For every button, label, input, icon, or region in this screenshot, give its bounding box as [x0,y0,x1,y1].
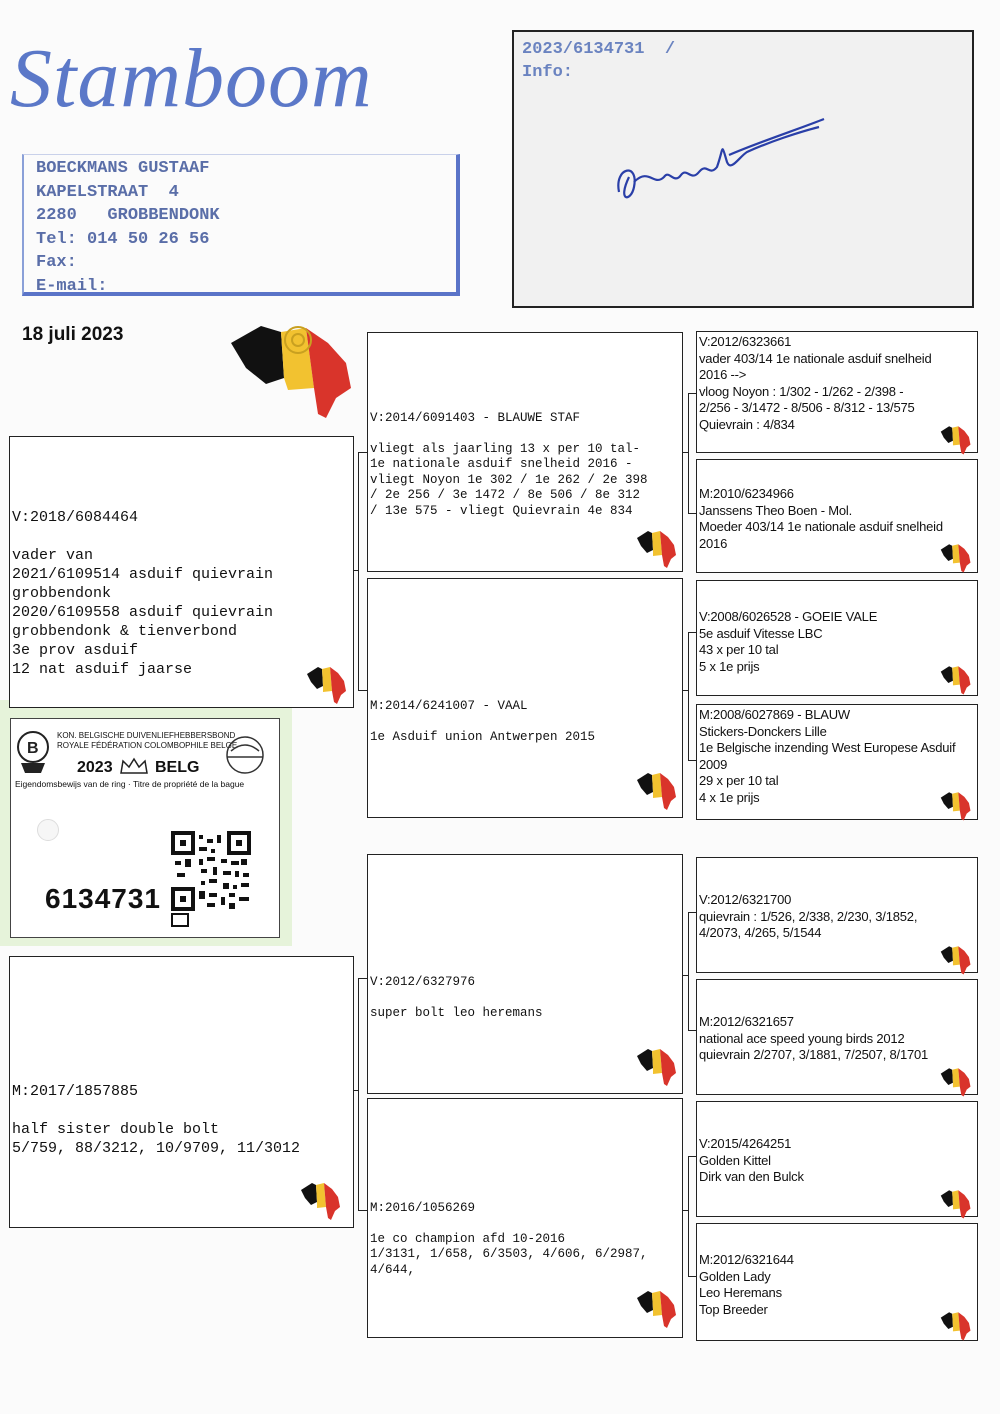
connector-line [688,912,696,913]
pedigree-gen3-box [696,1223,978,1341]
federation-logo-icon [15,729,51,775]
belgium-flag-icon [636,1288,678,1330]
ring-card [10,718,280,938]
connector-line [358,978,367,979]
connector-bracket [688,632,689,760]
belgium-flag-icon [636,528,678,570]
gen2-ring-id: V:2014/6091403 - BLAUWE STAF [370,410,581,425]
belgium-flag-icon [940,424,972,456]
ring-country: BELG [155,759,200,776]
connector-line [688,1276,696,1277]
dam-ring-id: M:2017/1857885 [12,1083,139,1100]
ring-number: 6134731 [45,883,162,914]
ring-subtitle: Eigendomsbewijs van de ring · Titre de propriété de la bague [15,779,245,789]
owner-email: E-mail: [36,276,108,296]
belgium-flag-icon [940,1310,972,1342]
qr-code-icon [171,831,251,911]
pedigree-gen3-box [696,331,978,453]
gen3-ring-id: M:2012/6321644 [699,1252,794,1267]
connector-bracket [688,912,689,1030]
connector-bracket [688,1156,689,1276]
gen3-ring-id: V:2012/6321700 [699,892,792,907]
crown-icon [119,757,149,777]
owner-street: KAPELSTRAAT 4 [36,182,179,202]
belgium-flag-icon [306,664,348,706]
owner-fax: Fax: [36,253,77,272]
pedigree-date: 18 juli 2023 [22,324,124,345]
gen3-ring-id: M:2008/6027869 - BLAUW [699,707,850,722]
info-box [512,30,974,308]
ring-year: 2023 [77,759,113,776]
gen2-notes: 1e co champion afd 10-2016 1/3131, 1/658, 6/3503, 4/606, 6/2987, 4/644, [370,1231,648,1277]
fci-logo-icon [217,735,273,775]
gen3-notes: Janssens Theo Boen - Mol. Moeder 403/14 1e nationale asduif snelheid 2016 [699,502,943,551]
ring-org-line2: ROYALE FÉDÉRATION COLOMBOPHILE BELGE [57,741,238,750]
page-title: Stamboom [10,32,373,125]
connector-line [688,393,696,394]
connector-line [358,1210,367,1211]
belgium-flag-icon [940,1188,972,1220]
connector-line [688,513,696,514]
pedigree-gen3-box [696,979,978,1095]
connector-line [688,1030,696,1031]
gen2-ring-id: V:2012/6327976 [370,974,476,989]
dam-notes: half sister double bolt 5/759, 88/3212, 10/9709, 11/3012 [12,1121,301,1157]
gen3-notes: 5e asduif Vitesse LBC 43 x per 10 tal 5 x 1e prijs [699,625,823,674]
connector-line [688,1156,696,1157]
connector-line [354,1090,358,1091]
belgium-flag-icon [940,1066,972,1098]
belgium-map-icon [226,318,356,423]
sire-notes: vader van 2021/6109514 asduif quievrain grobbendonk 2020/6109558 asduif quievrain grobbendonk & tienverbond 3e prov asduif 12 nat asduif jaarse [12,547,274,678]
gen2-notes: vliegt als jaarling 13 x per 10 tal- 1e nationale asduif snelheid 2016 - vliegt Noyon 1e 302 / 1e 262 / 2e 398 / 2e 256 / 3e 1472 / 8e 506 / 8e 312 / 13e 575 - vliegt Quievrain 4e 834 [370,441,648,518]
pedigree-gen3-box [696,580,978,696]
svg-text:B: B [27,740,39,757]
connector-line [688,632,696,633]
gen3-ring-id: M:2012/6321657 [699,1014,794,1029]
gen2-ring-id: M:2016/1056269 [370,1200,476,1215]
connector-line [683,690,688,691]
gen3-notes: Golden Kittel Dirk van den Bulck [699,1152,804,1184]
gen3-notes: Stickers-Donckers Lille 1e Belgische inzending West Europese Asduif 2009 29 x per 10 tal 4 x 1e prijs [699,723,956,805]
gen3-notes: national ace speed young birds 2012 quievrain 2/2707, 3/1881, 7/2507, 8/1701 [699,1030,929,1062]
connector-line [683,975,688,976]
ring-mini-qr-icon [171,913,189,927]
pedigree-sire [9,436,354,708]
connector-line [354,570,358,571]
connector-line [358,690,367,691]
pedigree-gen3-box [696,1101,978,1217]
belgium-flag-icon [940,664,972,696]
ring-org-line1: KON. BELGISCHE DUIVENLIEFHEBBERSBOND [57,731,236,740]
gen2-ring-id: M:2014/6241007 - VAAL [370,698,528,713]
gen3-ring-id: M:2010/6234966 [699,486,794,501]
connector-line [688,760,696,761]
gen3-ring-id: V:2008/6026528 - GOEIE VALE [699,609,878,624]
owner-city: 2280 GROBBENDONK [36,206,220,225]
belgium-flag-icon [636,1046,678,1088]
connector-line [683,1210,688,1211]
gen3-notes: quievrain : 1/526, 2/338, 2/230, 3/1852, 4/2073, 4/265, 5/1544 [699,908,918,940]
connector-bracket [358,978,359,1210]
connector-bracket [688,393,689,513]
signature-image [609,107,839,217]
owner-address-block [22,154,460,296]
sire-ring-id: V:2018/6084464 [12,509,139,526]
ring-hole [37,819,59,841]
connector-bracket [358,452,359,690]
owner-tel: Tel: 014 50 26 56 [36,229,210,249]
gen2-notes: 1e Asduif union Antwerpen 2015 [370,729,596,744]
gen3-ring-id: V:2015/4264251 [699,1136,792,1151]
connector-line [683,452,688,453]
belgium-flag-icon [940,790,972,822]
info-ring-number: 2023/6134731 / [522,40,676,59]
belgium-flag-icon [300,1180,342,1222]
connector-line [358,452,367,453]
info-label: Info: [522,63,574,82]
gen3-notes: vader 403/14 1e nationale asduif snelheid 2016 --> vloog Noyon : 1/302 - 1/262 - 2/398 - 2/256 - 3/1472 - 8/506 - 8/312 - 13/575 Quievrain : 4/834 [699,350,932,432]
pedigree-gen3-box [696,459,978,573]
gen2-notes: super bolt leo heremans [370,1005,543,1020]
gen3-notes: Golden Lady Leo Heremans Top Breeder [699,1268,782,1317]
belgium-flag-icon [940,944,972,976]
gen3-ring-id: V:2012/6323661 [699,334,792,349]
owner-name: BOECKMANS GUSTAAF [36,159,210,178]
pedigree-gen3-box [696,857,978,973]
belgium-flag-icon [940,542,972,574]
pedigree-gen3-box [696,704,978,820]
belgium-flag-icon [636,770,678,812]
